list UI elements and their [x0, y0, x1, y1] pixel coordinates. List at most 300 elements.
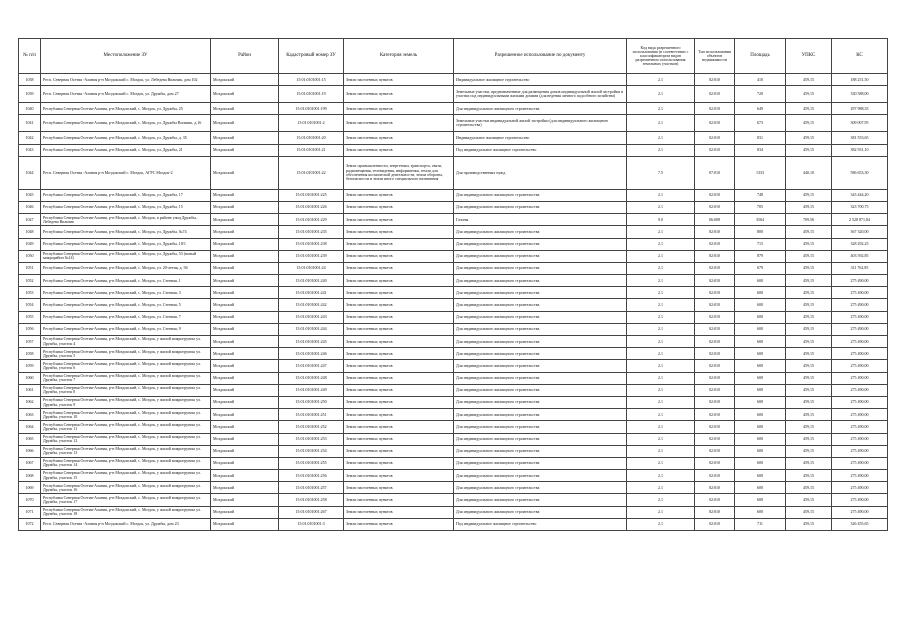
row-upks: 459,15	[786, 372, 832, 384]
row-district: Моздокский	[211, 201, 279, 213]
row-upks: 459,15	[786, 482, 832, 494]
row-number: 1046	[19, 201, 41, 213]
row-land-category: Земли населенных пунктов	[344, 433, 454, 445]
row-use-type: 02:010	[695, 323, 735, 335]
row-location: Республика Северная Осетия-Алания, р-н Моздокский, с. Моздок, ул. Степная, 5	[41, 299, 211, 311]
table-row	[19, 311, 888, 323]
row-number: 1058	[19, 348, 41, 360]
row-ks: 275 490,00	[832, 299, 888, 311]
row-upks: 459,15	[786, 86, 832, 103]
row-cadastral-number: 15:01:0101001:257	[279, 482, 344, 494]
row-use-type: 06:008	[695, 214, 735, 226]
row-land-category: Земли населенных пунктов	[344, 445, 454, 457]
row-number: 1071	[19, 506, 41, 518]
row-permitted-use: Для индивидуального жилищного строительства	[454, 360, 627, 372]
row-area: 600	[735, 372, 786, 384]
row-upks: 459,15	[786, 457, 832, 469]
row-location: Республика Северная Осетия-Алания, р-н Моздокский, с. Моздок, ул. Степная, 3	[41, 287, 211, 299]
row-use-code: 2.1	[627, 189, 695, 201]
row-upks: 459,15	[786, 275, 832, 287]
row-use-type: 02:010	[695, 275, 735, 287]
row-cadastral-number: 15:01:0101001:3	[279, 518, 344, 530]
row-cadastral-number: 15:01:0101001:244	[279, 323, 344, 335]
row-number: 1048	[19, 226, 41, 238]
row-location: Республика Северная Осетия-Алания, р-н Моздокский, с. Моздок, у жилой микрогруппы ул. Дружбы, участок 16	[41, 482, 211, 494]
row-upks: 459,15	[786, 311, 832, 323]
table-row	[19, 156, 888, 189]
row-district: Моздокский	[211, 457, 279, 469]
row-use-code: 7.5	[627, 156, 695, 189]
row-upks: 459,15	[786, 348, 832, 360]
row-ks: 275 490,00	[832, 287, 888, 299]
table-row	[19, 262, 888, 274]
row-permitted-use: Газоны	[454, 214, 627, 226]
row-permitted-use: Под индивидуальное жилищное строительство	[454, 518, 627, 530]
row-district: Моздокский	[211, 323, 279, 335]
table-row	[19, 518, 888, 530]
row-cadastral-number: 15:01:0101001:255	[279, 457, 344, 469]
row-location: Республика Северная Осетия-Алания, р-н Моздокский, с. Моздок, у жилой микрогруппы ул. Дружбы, участок 15	[41, 470, 211, 482]
row-upks: 459,15	[786, 226, 832, 238]
row-permitted-use: Для индивидуального жилищного строительства	[454, 396, 627, 408]
row-number: 1044	[19, 156, 41, 189]
row-location: Республика Северная Осетия-Алания, р-н Моздокский, с. Моздок, у жилой микрогруппы ул. Дружбы, участок 10	[41, 409, 211, 421]
row-land-category: Земли населенных пунктов	[344, 299, 454, 311]
row-permitted-use: Для индивидуального жилищного строительства	[454, 494, 627, 506]
row-number: 1069	[19, 482, 41, 494]
row-area: 3564	[735, 214, 786, 226]
row-upks: 459,15	[786, 115, 832, 132]
row-upks: 459,15	[786, 470, 832, 482]
table-row	[19, 238, 888, 250]
table-row	[19, 494, 888, 506]
row-permitted-use: Для индивидуального жилищного строительства	[454, 262, 627, 274]
row-location: Республика Северная Осетия-Алания, р-н Моздокский, с. Моздок, у жилой микрогруппы ул. Дружбы, участок 13	[41, 445, 211, 457]
table-row	[19, 189, 888, 201]
row-use-type: 02:010	[695, 311, 735, 323]
row-ks: 2 528 871,84	[832, 214, 888, 226]
table-row	[19, 144, 888, 156]
row-use-type: 02:010	[695, 115, 735, 132]
row-district: Моздокский	[211, 470, 279, 482]
row-land-category: Земли населенных пунктов	[344, 132, 454, 144]
header-number: № п/п	[19, 39, 41, 74]
row-use-type: 02:010	[695, 299, 735, 311]
row-upks: 440,10	[786, 156, 832, 189]
table-row	[19, 372, 888, 384]
row-area: 600	[735, 457, 786, 469]
row-permitted-use: Для индивидуального жилищного строительства	[454, 226, 627, 238]
row-number: 1064	[19, 421, 41, 433]
header-upks: УПКС	[786, 39, 832, 74]
row-area: 600	[735, 287, 786, 299]
header-permitted-use: Разрешенное использование по документу	[454, 39, 627, 74]
row-district: Моздокский	[211, 74, 279, 86]
row-area: 600	[735, 409, 786, 421]
row-ks: 275 490,00	[832, 348, 888, 360]
row-cadastral-number: 15:01:0101001:229	[279, 214, 344, 226]
row-ks: 275 490,00	[832, 482, 888, 494]
row-ks: 275 490,00	[832, 421, 888, 433]
row-area: 600	[735, 506, 786, 518]
row-area: 600	[735, 482, 786, 494]
row-land-category: Земли населенных пунктов	[344, 103, 454, 115]
row-number: 1040	[19, 103, 41, 115]
table-row	[19, 299, 888, 311]
row-location: Республика Северная Осетия-Алания, р-н Моздокский, с. Моздок, ул. Дружбы, 21	[41, 144, 211, 156]
row-district: Моздокский	[211, 238, 279, 250]
row-use-code: 2.1	[627, 445, 695, 457]
row-number: 1053	[19, 287, 41, 299]
row-use-code: 2.1	[627, 421, 695, 433]
row-permitted-use: Для индивидуального жилищного строительства	[454, 348, 627, 360]
row-area: 673	[735, 115, 786, 132]
row-area: 831	[735, 132, 786, 144]
row-cadastral-number: 15:01:0101001:24	[279, 262, 344, 274]
row-number: 1052	[19, 275, 41, 287]
table-row	[19, 396, 888, 408]
row-upks: 459,15	[786, 299, 832, 311]
row-location: Республика Северная Осетия-Алания, р-н Моздокский, с. Моздок, ул. Степная, 1	[41, 275, 211, 287]
row-number: 1067	[19, 457, 41, 469]
row-use-code: 2.1	[627, 384, 695, 396]
row-number: 1070	[19, 494, 41, 506]
row-use-type: 02:010	[695, 421, 735, 433]
row-permitted-use: Для индивидуального жилищного строительства	[454, 103, 627, 115]
row-permitted-use: Для индивидуального жилищного строительства	[454, 409, 627, 421]
row-area: 600	[735, 470, 786, 482]
row-land-category: Земли населенных пунктов	[344, 421, 454, 433]
row-number: 1063	[19, 409, 41, 421]
row-district: Моздокский	[211, 311, 279, 323]
row-location: Республика Северная Осетия-Алания, р-н Моздокский, с. Моздок, ул. 20-летия, д. 94	[41, 262, 211, 274]
row-area: 834	[735, 144, 786, 156]
row-permitted-use: Для индивидуального жилищного строительства	[454, 275, 627, 287]
row-permitted-use: Для индивидуального жилищного строительства	[454, 372, 627, 384]
row-permitted-use: Для индивидуального жилищного строительства	[454, 336, 627, 348]
row-use-code: 2.1	[627, 132, 695, 144]
row-number: 1059	[19, 360, 41, 372]
row-use-code: 2.1	[627, 506, 695, 518]
row-upks: 459,15	[786, 132, 832, 144]
row-area: 600	[735, 494, 786, 506]
row-land-category: Земли населенных пунктов	[344, 396, 454, 408]
row-district: Моздокский	[211, 445, 279, 457]
row-use-code: 2.1	[627, 287, 695, 299]
row-area: 649	[735, 103, 786, 115]
row-location: Республика Северная Осетия-Алания, р-н Моздокский, с. Моздок, ул. Дружбы, 18/1	[41, 238, 211, 250]
row-use-type: 02:010	[695, 74, 735, 86]
row-cadastral-number: 15:01:0101001:2	[279, 115, 344, 132]
row-ks: 586 653,30	[832, 156, 888, 189]
row-permitted-use: Для индивидуального жилищного строительства	[454, 238, 627, 250]
row-use-type: 02:010	[695, 189, 735, 201]
row-upks: 459,15	[786, 238, 832, 250]
row-land-category: Земли населенных пунктов	[344, 384, 454, 396]
row-area: 1333	[735, 156, 786, 189]
row-location: Республика Северная Осетия-Алания, р-н Моздокский, с. Моздок, в районе улиц Дружбы, Лебедева Вильчик	[41, 214, 211, 226]
row-cadastral-number: 15:01:0101001:240	[279, 275, 344, 287]
row-permitted-use: Для индивидуального жилищного строительства	[454, 384, 627, 396]
row-number: 1045	[19, 189, 41, 201]
row-ks: 275 490,00	[832, 470, 888, 482]
row-district: Моздокский	[211, 396, 279, 408]
row-district: Моздокский	[211, 132, 279, 144]
row-ks: 328 292,25	[832, 238, 888, 250]
row-land-category: Земли населенных пунктов	[344, 238, 454, 250]
row-number: 1041	[19, 115, 41, 132]
row-permitted-use: Для индивидуального жилищного строительства	[454, 433, 627, 445]
row-area: 748	[735, 189, 786, 201]
row-use-code: 2.1	[627, 74, 695, 86]
row-number: 1066	[19, 445, 41, 457]
row-location: Республика Северная Осетия-Алания, р-н Моздокский, с. Моздок, у жилой микрогруппы ул. Дружбы, участок 18	[41, 506, 211, 518]
row-use-type: 02:010	[695, 262, 735, 274]
row-number: 1061	[19, 384, 41, 396]
row-district: Моздокский	[211, 433, 279, 445]
row-use-code: 2.1	[627, 201, 695, 213]
row-number: 1050	[19, 250, 41, 262]
row-cadastral-number: 15:01:0101001:199	[279, 103, 344, 115]
row-land-category: Земли населенных пунктов	[344, 214, 454, 226]
row-upks: 459,15	[786, 433, 832, 445]
row-number: 1056	[19, 323, 41, 335]
row-use-code: 2.1	[627, 336, 695, 348]
row-land-category: Земли населенных пунктов	[344, 372, 454, 384]
table-row	[19, 506, 888, 518]
row-permitted-use: Для индивидуального жилищного строительства	[454, 506, 627, 518]
table-row	[19, 132, 888, 144]
row-ks: 275 490,00	[832, 336, 888, 348]
row-location: Респ. Северная Осетия -Алания р-н Моздокский с. Моздок, ул. Дружбы, дом 27	[41, 86, 211, 103]
row-ks: 326 455,65	[832, 518, 888, 530]
row-ks: 311 762,85	[832, 262, 888, 274]
row-location: Республика Северная Осетия-Алания, р-н Моздокский, с. Моздок, ул. Дружбы, 15	[41, 201, 211, 213]
row-district: Моздокский	[211, 409, 279, 421]
row-land-category: Земли населенных пунктов	[344, 287, 454, 299]
table-row	[19, 323, 888, 335]
row-cadastral-number: 15:01:0101001:239	[279, 250, 344, 262]
row-use-code: 2.1	[627, 470, 695, 482]
row-number: 1039	[19, 86, 41, 103]
row-upks: 459,15	[786, 360, 832, 372]
row-ks: 275 490,00	[832, 433, 888, 445]
row-location: Республика Северная Осетия-Алания, р-н Моздокский, с. Моздок, у жилой микрогруппы ул. Дружбы, участок 12	[41, 433, 211, 445]
row-use-code: 2.1	[627, 409, 695, 421]
row-upks: 459,15	[786, 409, 832, 421]
row-use-type: 02:010	[695, 506, 735, 518]
row-land-category: Земли населенных пунктов	[344, 144, 454, 156]
row-cadastral-number: 15:01:0101001:247	[279, 360, 344, 372]
row-area: 600	[735, 348, 786, 360]
row-district: Моздокский	[211, 299, 279, 311]
row-use-type: 02:010	[695, 433, 735, 445]
row-location: Республика Северная Осетия-Алания, р-н Моздокский, с. Моздок, у жилой микрогруппы ул. Дружбы, участок 17	[41, 494, 211, 506]
row-area: 711	[735, 518, 786, 530]
table-row	[19, 226, 888, 238]
row-area: 600	[735, 421, 786, 433]
row-area: 600	[735, 275, 786, 287]
table-row	[19, 336, 888, 348]
row-location: Республика Северная Осетия-Алания, р-н Моздокский, с. Моздок, ул. Степная, 7	[41, 311, 211, 323]
row-use-type: 02:010	[695, 226, 735, 238]
row-permitted-use: Для индивидуального жилищного строительства	[454, 457, 627, 469]
header-area: Площадь	[735, 39, 786, 74]
row-ks: 275 490,00	[832, 311, 888, 323]
row-use-type: 02:010	[695, 396, 735, 408]
row-area: 410	[735, 74, 786, 86]
row-cadastral-number: 15:01:0101001:250	[279, 396, 344, 408]
row-upks: 459,15	[786, 396, 832, 408]
table-row	[19, 433, 888, 445]
table-row	[19, 409, 888, 421]
row-use-type: 02:010	[695, 457, 735, 469]
row-use-code: 2.1	[627, 494, 695, 506]
row-use-type: 02:010	[695, 144, 735, 156]
row-number: 1068	[19, 470, 41, 482]
row-land-category: Земли населенных пунктов	[344, 275, 454, 287]
row-land-category: Земли населенных пунктов	[344, 336, 454, 348]
row-ks: 275 490,00	[832, 396, 888, 408]
row-ks: 367 320,00	[832, 226, 888, 238]
row-ks: 275 490,00	[832, 457, 888, 469]
row-area: 600	[735, 445, 786, 457]
row-cadastral-number: 15:01:0101001:21	[279, 144, 344, 156]
row-ks: 275 490,00	[832, 275, 888, 287]
row-district: Моздокский	[211, 348, 279, 360]
table-row	[19, 86, 888, 103]
row-permitted-use: Для производственных нужд	[454, 156, 627, 189]
row-ks: 188 251,50	[832, 74, 888, 86]
row-land-category: Земли населенных пунктов	[344, 506, 454, 518]
row-cadastral-number: 15:01:0101001:19	[279, 86, 344, 103]
row-area: 879	[735, 250, 786, 262]
row-area: 600	[735, 433, 786, 445]
row-use-code: 2.1	[627, 299, 695, 311]
table-row	[19, 287, 888, 299]
row-number: 1065	[19, 433, 41, 445]
row-cadastral-number: 15:01:0101001:225	[279, 189, 344, 201]
table-row	[19, 103, 888, 115]
header-district: Район	[211, 39, 279, 74]
table-row	[19, 201, 888, 213]
row-use-type: 02:010	[695, 482, 735, 494]
table-row	[19, 74, 888, 86]
row-use-type: 02:010	[695, 201, 735, 213]
row-use-code: 2.1	[627, 238, 695, 250]
table-row	[19, 348, 888, 360]
row-area: 720	[735, 86, 786, 103]
row-use-type: 02:010	[695, 103, 735, 115]
row-upks: 459,15	[786, 189, 832, 201]
row-land-category: Земли населенных пунктов	[344, 482, 454, 494]
row-cadastral-number: 15:01:0101001:248	[279, 372, 344, 384]
table-row	[19, 384, 888, 396]
row-use-code: 2.1	[627, 433, 695, 445]
row-upks: 459,15	[786, 287, 832, 299]
row-district: Моздокский	[211, 189, 279, 201]
row-permitted-use: Для индивидуального жилищного строительства	[454, 470, 627, 482]
row-cadastral-number: 15:01:0101001:256	[279, 470, 344, 482]
row-use-code: 2.1	[627, 250, 695, 262]
row-permitted-use: Для индивидуального жилищного строительства	[454, 421, 627, 433]
row-land-category: Земли населенных пунктов	[344, 470, 454, 482]
row-use-type: 02:010	[695, 470, 735, 482]
row-permitted-use: Земельные участки индивидуальной жилой застройки (для индивидуального жилищного строительства)	[454, 115, 627, 132]
row-district: Моздокский	[211, 250, 279, 262]
table-row	[19, 457, 888, 469]
row-area: 600	[735, 360, 786, 372]
row-cadastral-number: 15:01:0101001:258	[279, 494, 344, 506]
table-row	[19, 214, 888, 226]
row-land-category: Земли населенных пунктов	[344, 323, 454, 335]
row-use-code: 2.1	[627, 226, 695, 238]
table-row	[19, 470, 888, 482]
row-upks: 459,15	[786, 494, 832, 506]
row-use-code: 2.1	[627, 518, 695, 530]
row-ks: 382 931,10	[832, 144, 888, 156]
row-district: Моздокский	[211, 262, 279, 274]
row-ks: 343 444,20	[832, 189, 888, 201]
row-permitted-use: Под индивидуальное жилищное строительство	[454, 144, 627, 156]
row-use-type: 02:010	[695, 287, 735, 299]
row-location: Респ. Северная Осетия -Алания р-н Моздокский с. Моздок, ул. Дружбы, дом 23	[41, 518, 211, 530]
row-location: Респ. Северная Осетия -Алания р-н Моздокский с. Моздок, АГРС Моздок-2	[41, 156, 211, 189]
row-upks: 459,15	[786, 506, 832, 518]
row-area: 705	[735, 201, 786, 213]
row-cadastral-number: 15:01:0101001:226	[279, 201, 344, 213]
row-number: 1055	[19, 311, 41, 323]
row-area: 600	[735, 396, 786, 408]
row-use-type: 02:010	[695, 348, 735, 360]
row-cadastral-number: 15:01:0101001:252	[279, 421, 344, 433]
row-location: Республика Северная Осетия-Алания, р-н Моздокский, с. Моздок, у жилой микрогруппы ул. Дружбы, участок 5	[41, 348, 211, 360]
row-number: 1057	[19, 336, 41, 348]
header-use-type: Тип использования объектов недвижимости	[695, 39, 735, 74]
row-district: Моздокский	[211, 156, 279, 189]
row-use-code: 2.1	[627, 372, 695, 384]
row-location: Республика Северная Осетия-Алания, р-н Моздокский, с. Моздок, у жилой микрогруппы ул. Дружбы, участок 9	[41, 396, 211, 408]
row-cadastral-number: 15:01:0101001:249	[279, 384, 344, 396]
row-number: 1043	[19, 144, 41, 156]
row-district: Моздокский	[211, 103, 279, 115]
row-use-type: 02:010	[695, 494, 735, 506]
row-district: Моздокский	[211, 360, 279, 372]
row-location: Респ. Северная Осетия -Алания р-н Моздокский с. Моздок, ул. Лебедева Вильчик, дом 102	[41, 74, 211, 86]
row-land-category: Земли населенных пунктов	[344, 494, 454, 506]
row-permitted-use: Земельные участки, предназначенные для размещения домов индивидуальной жилой застройки и участки под индивидуальными жилыми домами (для ведения личного подсобного хозяйства)	[454, 86, 627, 103]
row-upks: 709,56	[786, 214, 832, 226]
row-area: 800	[735, 226, 786, 238]
row-upks: 459,15	[786, 445, 832, 457]
row-ks: 330 588,00	[832, 86, 888, 103]
row-permitted-use: Для индивидуального жилищного строительства	[454, 250, 627, 262]
row-use-type: 02:010	[695, 518, 735, 530]
row-ks: 275 490,00	[832, 384, 888, 396]
header-location: Местоположение ЗУ	[41, 39, 211, 74]
row-land-category: Земли населенных пунктов	[344, 115, 454, 132]
row-cadastral-number: 15:01:0101001:251	[279, 409, 344, 421]
row-area: 600	[735, 384, 786, 396]
row-district: Моздокский	[211, 214, 279, 226]
row-district: Моздокский	[211, 518, 279, 530]
row-permitted-use: Для индивидуального жилищного строительства	[454, 287, 627, 299]
row-location: Республика Северная Осетия-Алания, р-н Моздокский, с. Моздок, ул. Дружбы, 25	[41, 103, 211, 115]
row-number: 1062	[19, 396, 41, 408]
row-district: Моздокский	[211, 482, 279, 494]
row-permitted-use: Для индивидуального жилищного строительства	[454, 323, 627, 335]
row-ks: 323 700,75	[832, 201, 888, 213]
